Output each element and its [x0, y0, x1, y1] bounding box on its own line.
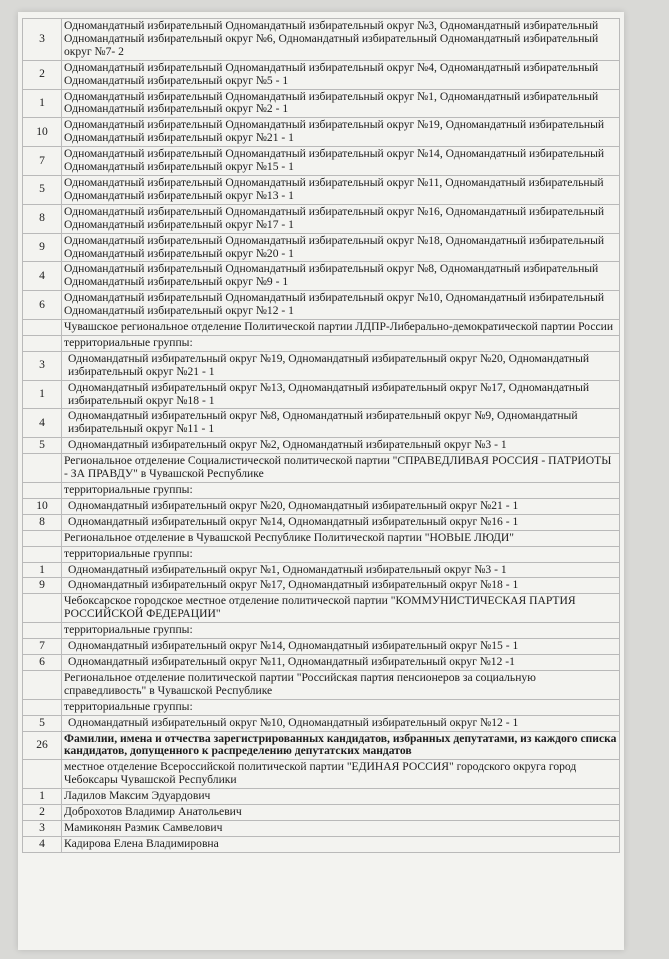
group-label: территориальные группы: [62, 546, 620, 562]
row-text: Одномандатный избирательный Одномандатный избирательный округ №16, Одномандатный избирательный Одномандатный избирательный округ №17 - 1 [62, 204, 620, 233]
party-name: местное отделение Всероссийской политической партии "ЕДИНАЯ РОССИЯ" городского округа город Чебоксары Чувашской Республики [62, 760, 620, 789]
row-text: Мамиконян Размик Самвелович [62, 820, 620, 836]
row-number [23, 594, 62, 623]
table-row [23, 409, 620, 438]
table-row [23, 805, 620, 821]
table-row [23, 594, 620, 623]
row-number: 4 [23, 262, 62, 291]
party-name: Чувашское региональное отделение Политической партии ЛДПР-Либерально-демократической партии России [62, 320, 620, 336]
row-text: Одномандатный избирательный округ №19, Одномандатный избирательный округ №20, Одномандатный избирательный округ №21 - 1 [62, 351, 620, 380]
table-row [23, 623, 620, 639]
row-number: 1 [23, 789, 62, 805]
row-text: Доброхотов Владимир Анатольевич [62, 805, 620, 821]
row-number [23, 320, 62, 336]
row-text: Одномандатный избирательный округ №11, Одномандатный избирательный округ №12 -1 [62, 654, 620, 670]
party-name: Региональное отделение в Чувашской Республике Политической партии "НОВЫЕ ЛЮДИ" [62, 530, 620, 546]
row-number [23, 335, 62, 351]
row-number [23, 670, 62, 699]
row-text: Одномандатный избирательный Одномандатный избирательный округ №19, Одномандатный избирательный Одномандатный избирательный округ №21 - 1 [62, 118, 620, 147]
row-number: 8 [23, 204, 62, 233]
table-row [23, 60, 620, 89]
row-number [23, 546, 62, 562]
table-row [23, 578, 620, 594]
party-name: Чебоксарское городское местное отделение политической партии "КОММУНИСТИЧЕСКАЯ ПАРТИЯ РОССИЙСКОЙ ФЕДЕРАЦИИ" [62, 594, 620, 623]
table-row [23, 118, 620, 147]
row-number: 1 [23, 89, 62, 118]
row-number: 6 [23, 654, 62, 670]
party-name: Региональное отделение Социалистической политической партии "СПРАВЕДЛИВАЯ РОССИЯ - ПАТРИОТЫ - ЗА ПРАВДУ" в Чувашской Республике [62, 454, 620, 483]
row-number: 7 [23, 639, 62, 655]
row-number: 6 [23, 291, 62, 320]
row-text: Фамилии, имена и отчества зарегистрированных кандидатов, избранных депутатами, из каждого списка кандидатов, допущенного к распределению депутатских мандатов [62, 731, 620, 760]
table-row [23, 175, 620, 204]
table-row [23, 89, 620, 118]
row-text: Одномандатный избирательный Одномандатный избирательный округ №4, Одномандатный избирательный Одномандатный избирательный округ №5 - 1 [62, 60, 620, 89]
row-text: Одномандатный избирательный округ №1, Одномандатный избирательный округ №3 - 1 [62, 562, 620, 578]
party-name: Региональное отделение политической партии "Российская партия пенсионеров за социальную справедливость" в Чувашской Республике [62, 670, 620, 699]
row-number: 10 [23, 118, 62, 147]
row-text: Одномандатный избирательный округ №20, Одномандатный избирательный округ №21 - 1 [62, 498, 620, 514]
table-row [23, 731, 620, 760]
row-number [23, 623, 62, 639]
results-table [22, 18, 620, 853]
row-number: 1 [23, 562, 62, 578]
table-row [23, 789, 620, 805]
table-row [23, 699, 620, 715]
row-number: 3 [23, 351, 62, 380]
table-row [23, 836, 620, 852]
row-text: Одномандатный избирательный Одномандатный избирательный округ №3, Одномандатный избирательный Одномандатный избирательный округ №6, Одномандатный избирательный Одномандатный избирательный округ №7- 2 [62, 19, 620, 61]
table-row [23, 233, 620, 262]
row-number: 4 [23, 836, 62, 852]
row-number: 1 [23, 380, 62, 409]
group-label: территориальные группы: [62, 335, 620, 351]
table-row [23, 262, 620, 291]
table-row [23, 760, 620, 789]
row-number: 5 [23, 438, 62, 454]
row-text: Одномандатный избирательный округ №10, Одномандатный избирательный округ №12 - 1 [62, 715, 620, 731]
table-row [23, 715, 620, 731]
table-row [23, 670, 620, 699]
row-text: Одномандатный избирательный Одномандатный избирательный округ №1, Одномандатный избирательный Одномандатный избирательный округ №2 - 1 [62, 89, 620, 118]
row-number: 3 [23, 19, 62, 61]
table-row [23, 562, 620, 578]
group-label: территориальные группы: [62, 623, 620, 639]
table-row [23, 639, 620, 655]
row-number: 8 [23, 514, 62, 530]
row-text: Одномандатный избирательный округ №14, Одномандатный избирательный округ №15 - 1 [62, 639, 620, 655]
table-row [23, 19, 620, 61]
row-number: 3 [23, 820, 62, 836]
row-number: 4 [23, 409, 62, 438]
table-row [23, 204, 620, 233]
table-row [23, 514, 620, 530]
table-row [23, 820, 620, 836]
row-number [23, 530, 62, 546]
row-number [23, 760, 62, 789]
row-text: Одномандатный избирательный округ №8, Одномандатный избирательный округ №9, Одномандатный избирательный округ №11 - 1 [62, 409, 620, 438]
row-number: 5 [23, 175, 62, 204]
row-number [23, 454, 62, 483]
row-text: Одномандатный избирательный округ №2, Одномандатный избирательный округ №3 - 1 [62, 438, 620, 454]
table-row [23, 498, 620, 514]
row-text: Одномандатный избирательный округ №17, Одномандатный избирательный округ №18 - 1 [62, 578, 620, 594]
row-number: 9 [23, 578, 62, 594]
row-number: 10 [23, 498, 62, 514]
row-text: Одномандатный избирательный Одномандатный избирательный округ №14, Одномандатный избирательный Одномандатный избирательный округ №15 - 1 [62, 147, 620, 176]
table-row [23, 351, 620, 380]
row-number: 2 [23, 805, 62, 821]
group-label: территориальные группы: [62, 483, 620, 499]
results-table-body [23, 19, 620, 853]
table-row [23, 291, 620, 320]
row-number: 7 [23, 147, 62, 176]
row-text: Одномандатный избирательный Одномандатный избирательный округ №18, Одномандатный избирательный Одномандатный избирательный округ №20 - 1 [62, 233, 620, 262]
table-row [23, 380, 620, 409]
row-number: 26 [23, 731, 62, 760]
group-label: территориальные группы: [62, 699, 620, 715]
table-row [23, 147, 620, 176]
row-text: Одномандатный избирательный округ №14, Одномандатный избирательный округ №16 - 1 [62, 514, 620, 530]
table-row [23, 335, 620, 351]
row-number: 9 [23, 233, 62, 262]
table-row [23, 654, 620, 670]
table-row [23, 454, 620, 483]
table-row [23, 546, 620, 562]
row-text: Одномандатный избирательный Одномандатный избирательный округ №8, Одномандатный избирательный Одномандатный избирательный округ №9 - 1 [62, 262, 620, 291]
table-row [23, 530, 620, 546]
row-number: 5 [23, 715, 62, 731]
row-number: 2 [23, 60, 62, 89]
table-row [23, 483, 620, 499]
row-text: Одномандатный избирательный Одномандатный избирательный округ №10, Одномандатный избирательный Одномандатный избирательный округ №12 - 1 [62, 291, 620, 320]
row-text: Одномандатный избирательный Одномандатный избирательный округ №11, Одномандатный избирательный Одномандатный избирательный округ №13 - 1 [62, 175, 620, 204]
row-number [23, 483, 62, 499]
row-text: Одномандатный избирательный округ №13, Одномандатный избирательный округ №17, Одномандатный избирательный округ №18 - 1 [62, 380, 620, 409]
row-text: Ладилов Максим Эдуардович [62, 789, 620, 805]
row-text: Кадирова Елена Владимировна [62, 836, 620, 852]
table-row [23, 320, 620, 336]
table-row [23, 438, 620, 454]
row-number [23, 699, 62, 715]
